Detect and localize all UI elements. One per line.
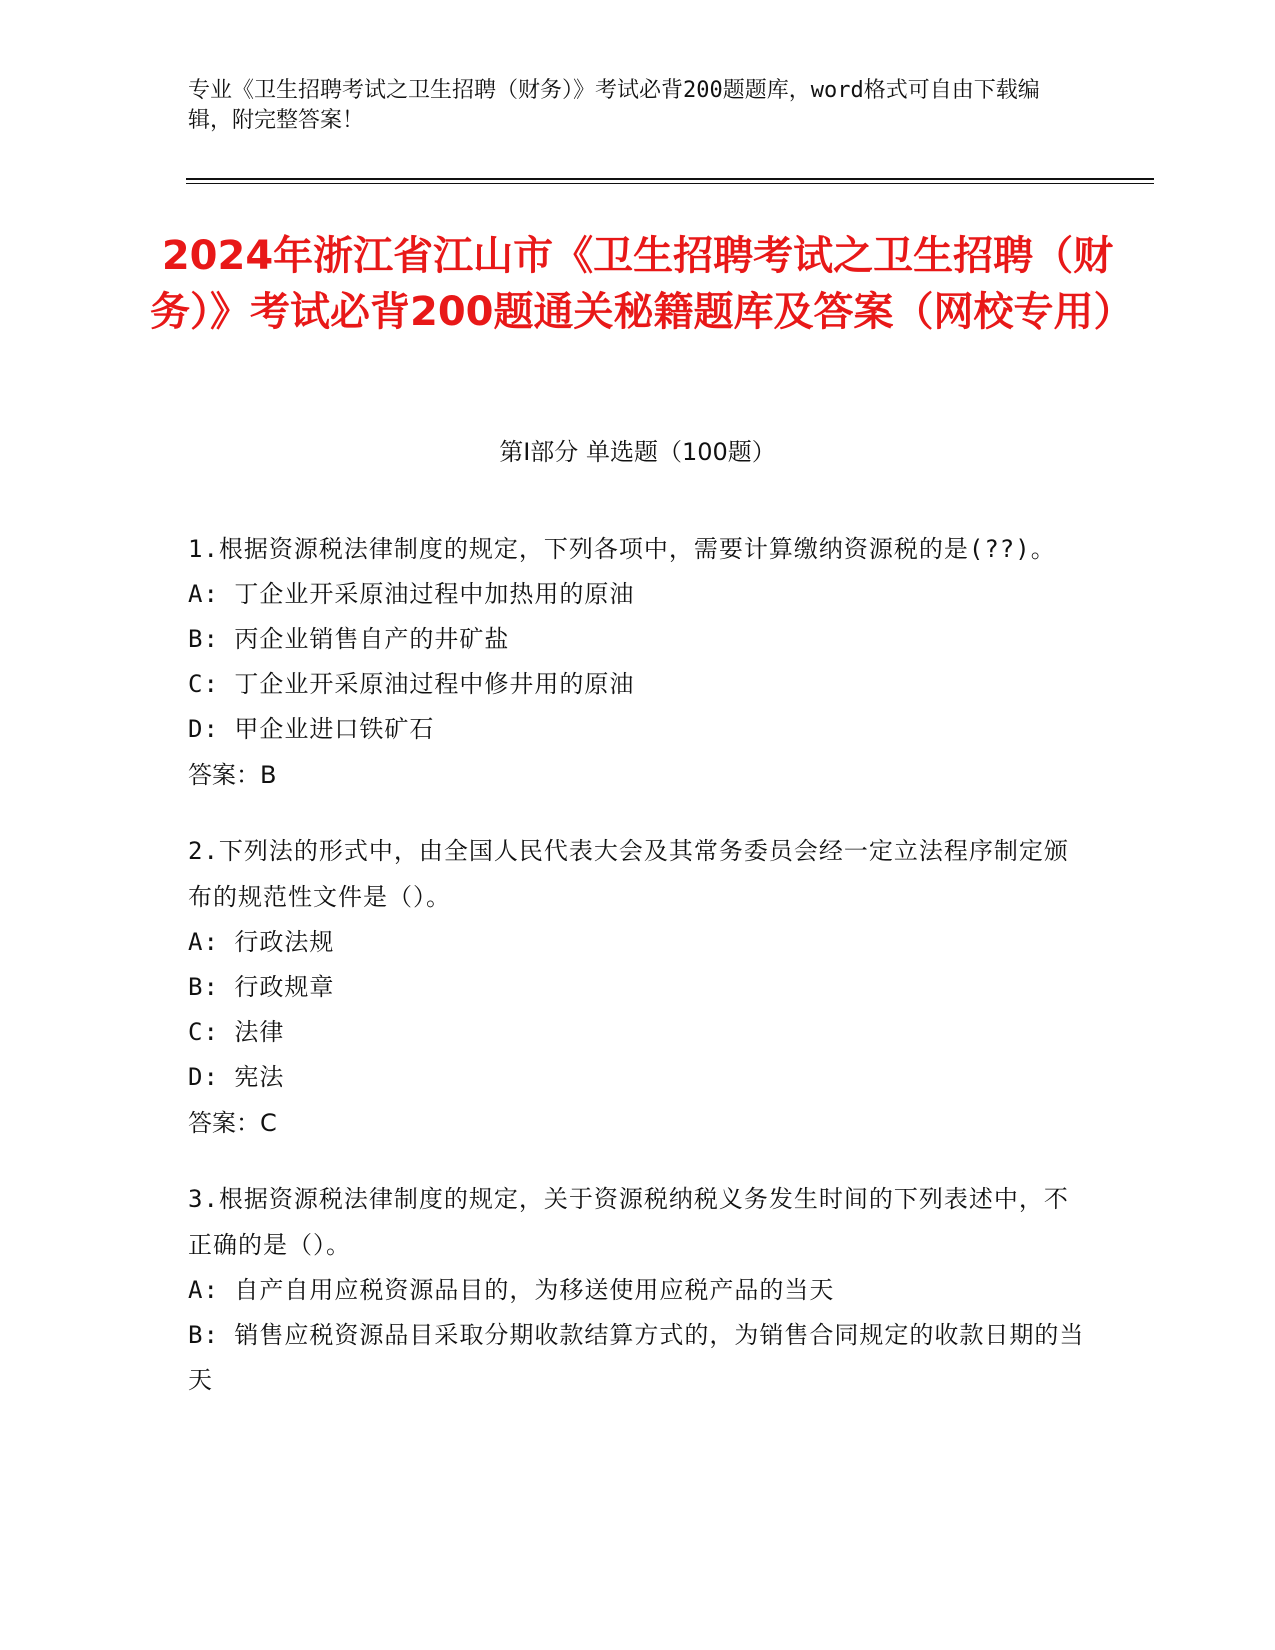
option-c: C: 丁企业开采原油过程中修井用的原油 xyxy=(188,670,635,698)
option-a: A: 行政法规 xyxy=(188,928,335,956)
option-b: B: 丙企业销售自产的井矿盐 xyxy=(188,625,510,653)
header-rule xyxy=(186,178,1154,180)
header-note: 专业《卫生招聘考试之卫生招聘（财务）》考试必背200题题库，word格式可自由下载编辑，附完整答案！ xyxy=(188,78,1040,133)
header-rule-thin xyxy=(186,183,1154,184)
option-b: B: 销售应税资源品目采取分期收款结算方式的，为销售合同规定的收款日期的当天 xyxy=(188,1321,1085,1394)
question-stem: 2.下列法的形式中，由全国人民代表大会及其常务委员会经一定立法程序制定颁布的规范性文件是（）。 xyxy=(188,837,1069,911)
question-stem: 1.根据资源税法律制度的规定，下列各项中，需要计算缴纳资源税的是(??)。 xyxy=(188,535,1056,563)
question-3 xyxy=(188,1176,1088,1403)
document-title: 2024年浙江省江山市《卫生招聘考试之卫生招聘（财务）》考试必背200题通关秘籍题库及答案（网校专用） xyxy=(150,233,1134,335)
option-c: C: 法律 xyxy=(188,1018,285,1046)
answer: 答案：C xyxy=(188,1109,277,1137)
option-a: A: 自产自用应税资源品目的，为移送使用应税产品的当天 xyxy=(188,1276,835,1304)
section-heading: 第Ⅰ部分 单选题（100题） xyxy=(499,438,776,466)
question-2 xyxy=(188,828,1088,1146)
question-1 xyxy=(188,526,1088,798)
option-d: D: 甲企业进口铁矿石 xyxy=(188,715,435,743)
question-list xyxy=(188,526,1088,1433)
option-b: B: 行政规章 xyxy=(188,973,335,1001)
option-a: A: 丁企业开采原油过程中加热用的原油 xyxy=(188,580,635,608)
answer: 答案：B xyxy=(188,761,277,789)
option-d: D: 宪法 xyxy=(188,1063,285,1091)
question-stem: 3.根据资源税法律制度的规定，关于资源税纳税义务发生时间的下列表述中，不正确的是（）。 xyxy=(188,1185,1069,1259)
